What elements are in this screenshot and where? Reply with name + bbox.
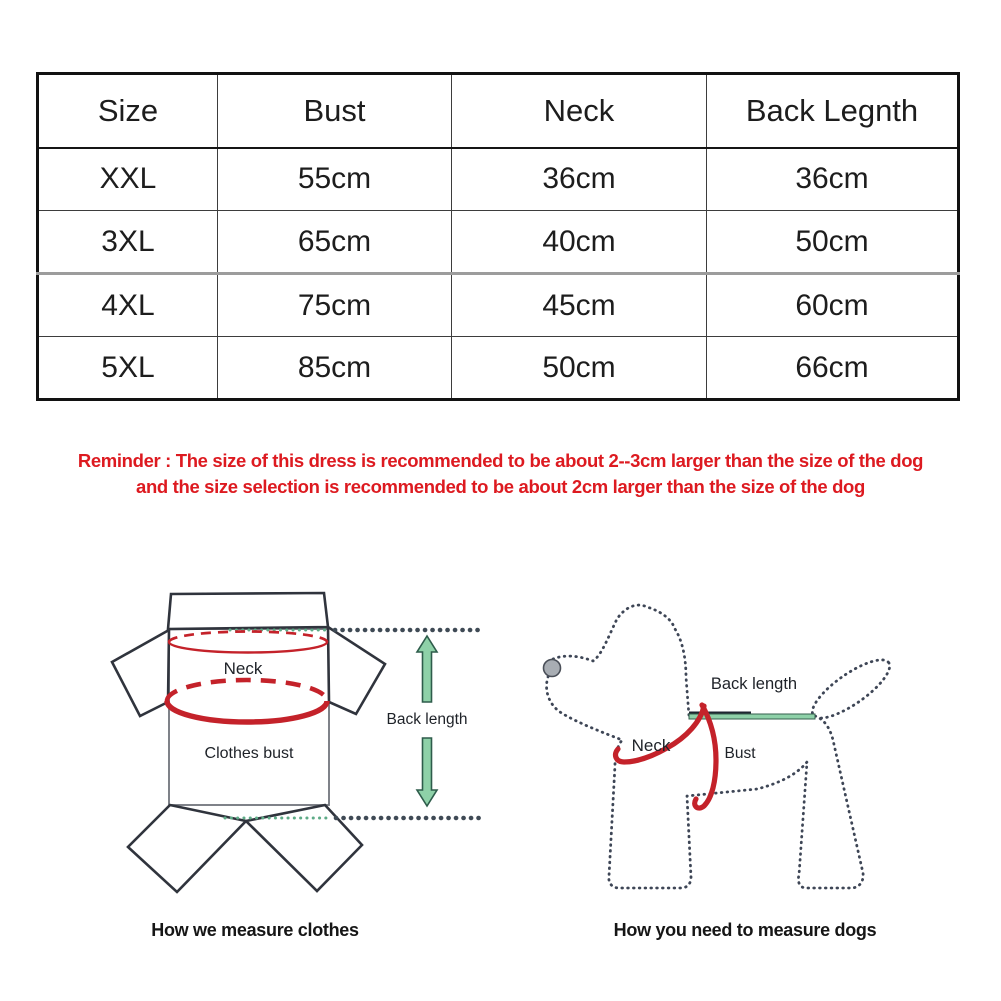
table-row [38, 148, 959, 211]
cell-size: 4XL [38, 274, 218, 337]
clothes-left-sleeve [112, 630, 169, 716]
cell-back-length: 66cm [707, 337, 959, 400]
reminder-text [0, 448, 1001, 500]
table-header-row [38, 74, 959, 148]
table-row [38, 211, 959, 274]
dog-measure-diagram [505, 585, 905, 915]
cell-bust: 65cm [218, 211, 452, 274]
cell-bust: 75cm [218, 274, 452, 337]
dog-back-length-label: Back length [710, 675, 798, 693]
cell-size: 3XL [38, 211, 218, 274]
col-header-neck: Neck [452, 74, 707, 148]
cell-bust: 55cm [218, 148, 452, 211]
reminder-line-1: Reminder : The size of this dress is recommended to be about 2--3cm larger than the size of the dog [77, 450, 924, 471]
clothes-diagram-caption: How we measure clothes [151, 920, 359, 940]
col-header-back-length: Back Legnth [707, 74, 959, 148]
size-table [36, 72, 960, 401]
clothes-collar-outline [168, 593, 328, 629]
clothes-neck-label: Neck [223, 659, 263, 678]
cell-back-length: 60cm [707, 274, 959, 337]
cell-size: XXL [38, 148, 218, 211]
reminder-line-2: and the size selection is recommended to be about 2cm larger than the size of the dog [136, 476, 865, 497]
back-length-arrow-up-icon [417, 636, 437, 702]
table-row [38, 337, 959, 400]
dog-neck-label: Neck [631, 736, 671, 755]
cell-neck: 36cm [452, 148, 707, 211]
cell-back-length: 50cm [707, 211, 959, 274]
dog-diagram-caption: How you need to measure dogs [613, 920, 877, 940]
clothes-bust-label: Clothes bust [204, 745, 294, 762]
cell-neck: 45cm [452, 274, 707, 337]
dog-nose [544, 660, 561, 677]
clothes-measure-diagram [95, 575, 495, 915]
dog-tail-outline [805, 650, 898, 727]
dog-bust-label: Bust [724, 745, 756, 762]
cell-back-length: 36cm [707, 148, 959, 211]
clothes-back-length-label: Back length [386, 711, 468, 728]
col-header-size: Size [38, 74, 218, 148]
cell-size: 5XL [38, 337, 218, 400]
clothes-left-leg [128, 805, 246, 892]
clothes-right-sleeve [328, 627, 385, 714]
back-length-arrow-down-icon [417, 738, 437, 806]
table-row [38, 274, 959, 337]
cell-neck: 40cm [452, 211, 707, 274]
cell-bust: 85cm [218, 337, 452, 400]
col-header-bust: Bust [218, 74, 452, 148]
cell-neck: 50cm [452, 337, 707, 400]
dog-body-outline [547, 605, 864, 888]
